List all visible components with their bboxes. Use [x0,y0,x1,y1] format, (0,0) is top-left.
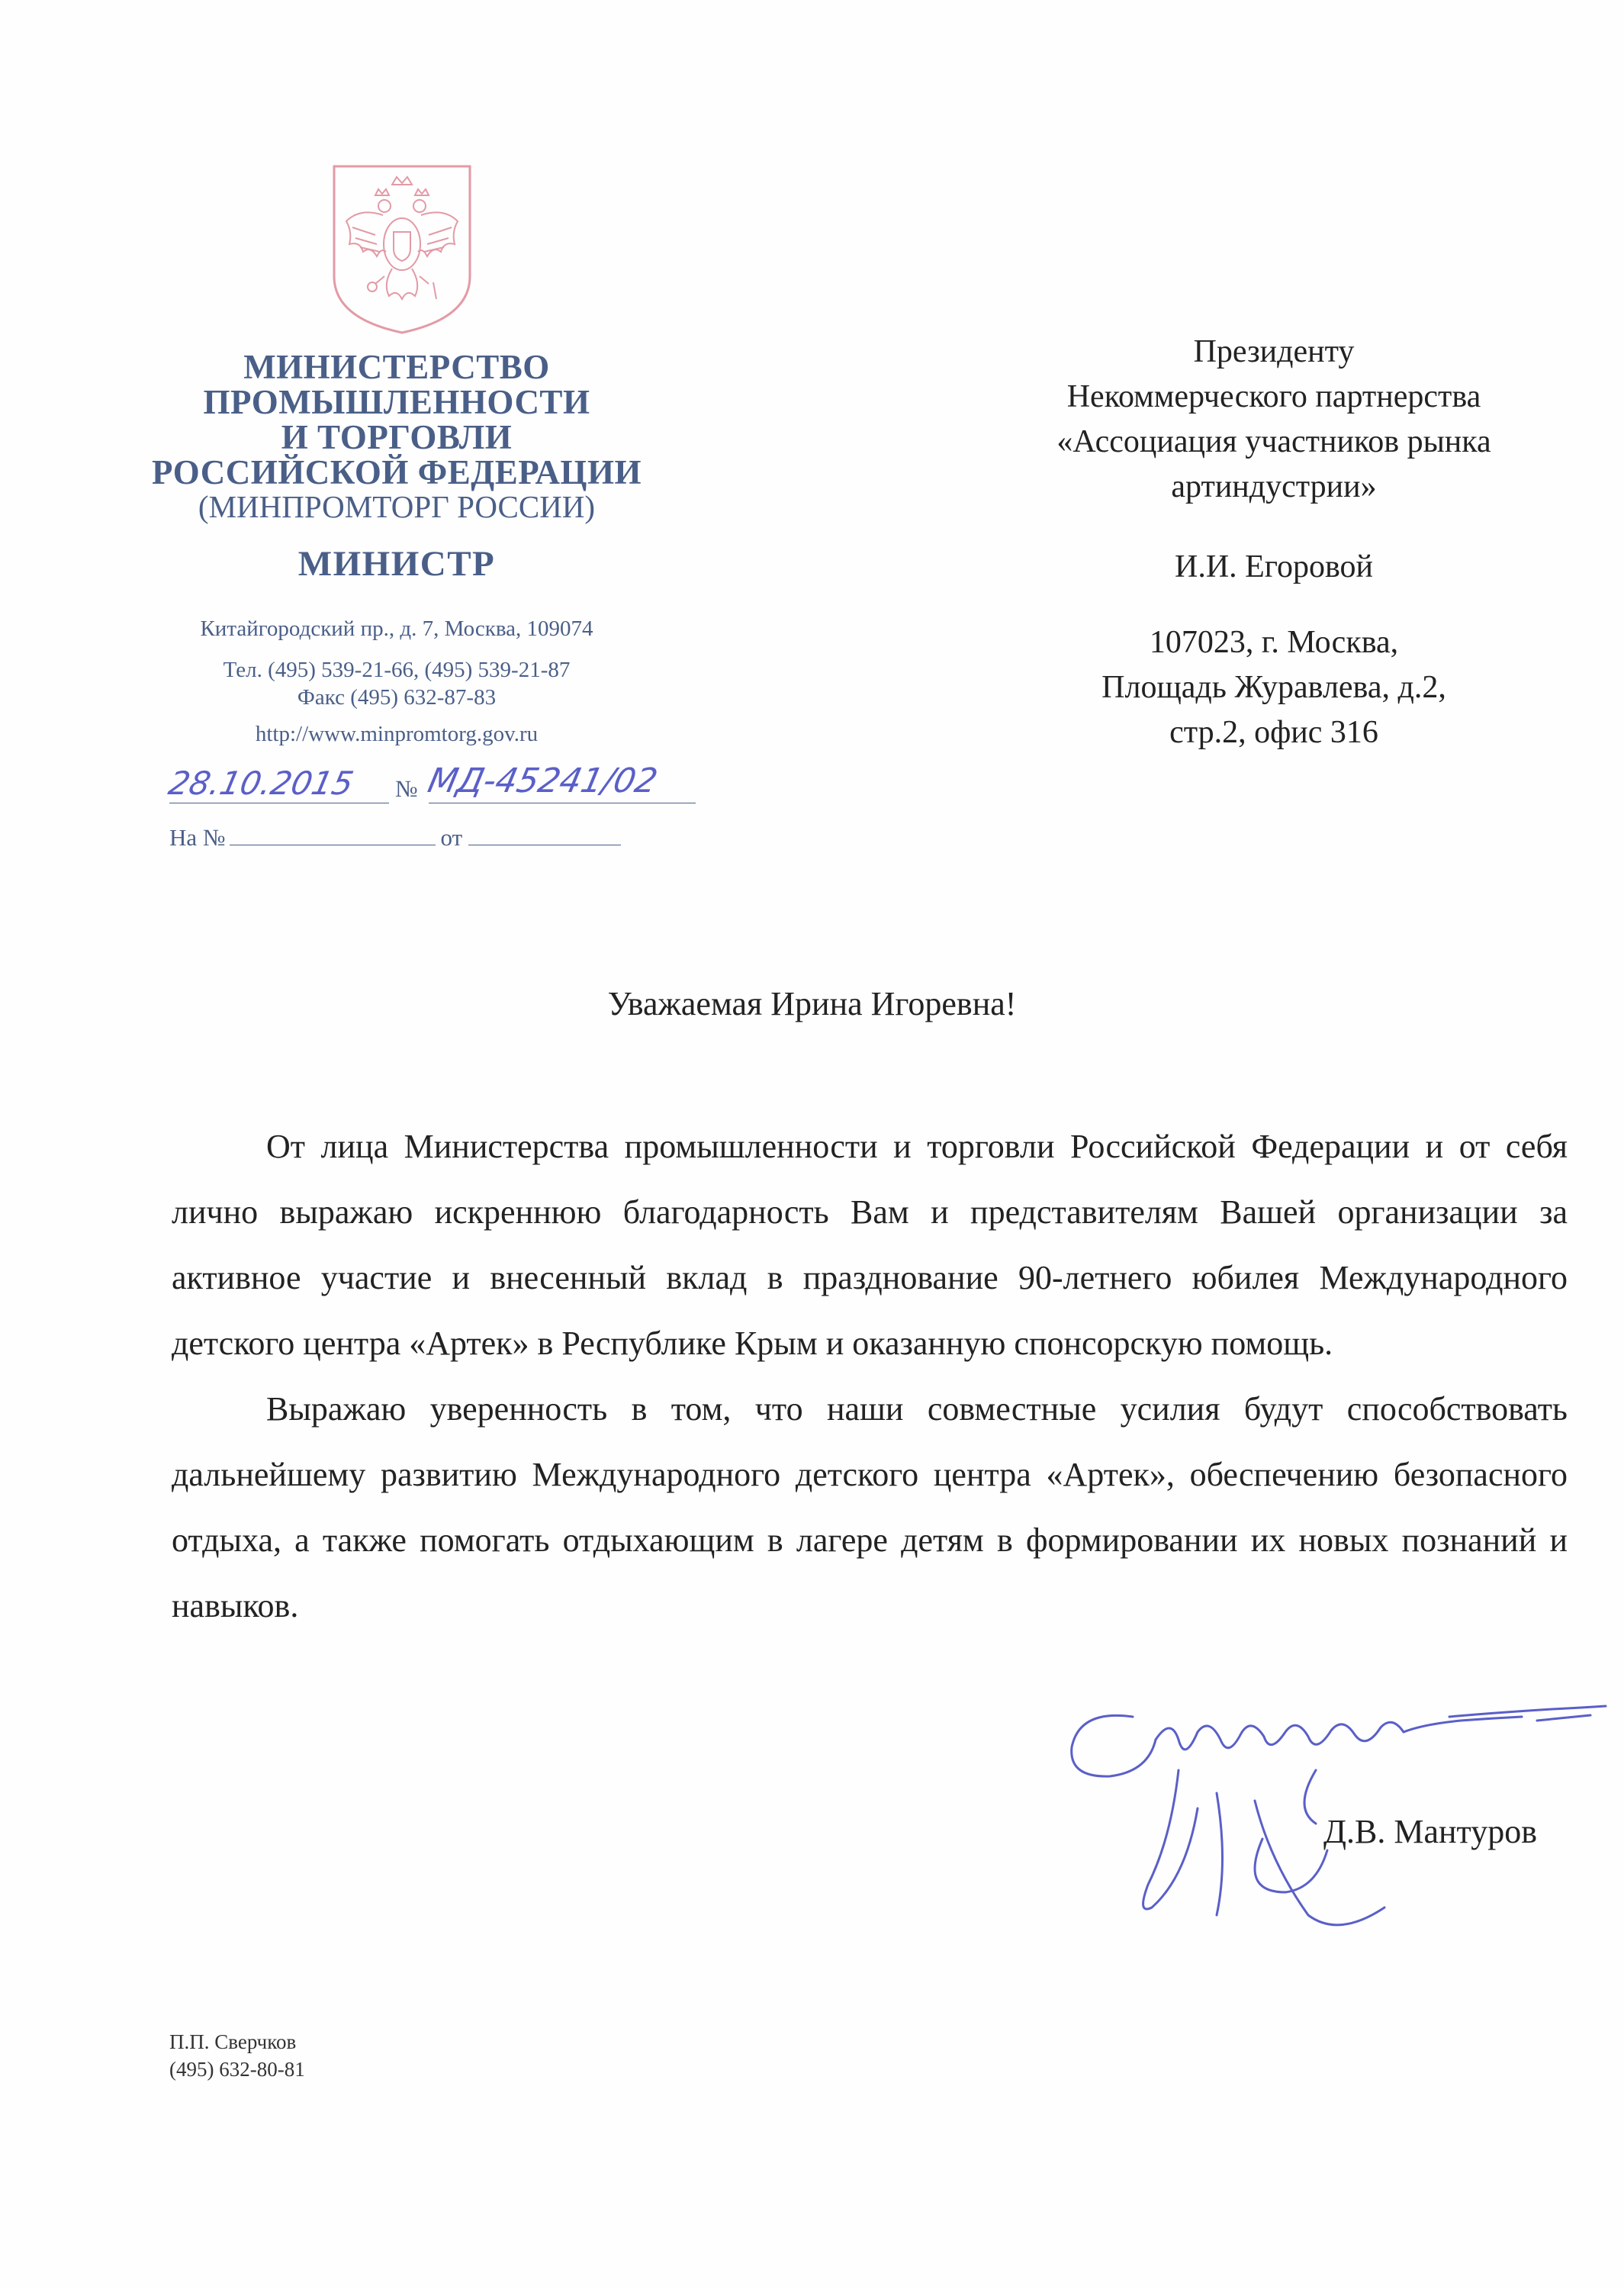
ministry-abbreviation: (МИНПРОМТОРГ РОССИИ) [198,489,596,524]
executor-info [169,2028,305,2083]
reference-from-label: от [440,824,463,851]
executor-name: П.П. Сверчков [169,2030,297,2053]
ministry-phone: Тел. (495) 539-21-66, (495) 539-21-87 [223,658,571,682]
recipient-title-3: «Ассоциация участников рынка [1056,424,1491,459]
ministry-website: http://www.minpromtorg.gov.ru [255,722,539,746]
letter-body [172,1114,1568,1639]
ministry-name [137,349,656,490]
recipient-address [992,620,1556,755]
signer-name: Д.В. Мантуров [1323,1813,1537,1850]
recipient-title-1: Президенту [1193,334,1355,369]
ministry-fax: Факс (495) 632-87-83 [297,685,497,710]
ministry-name-line-4: РОССИЙСКОЙ ФЕДЕРАЦИИ [152,453,642,491]
executor-phone: (495) 632-80-81 [169,2058,305,2081]
registration-date: 28.10.2015 [165,765,357,802]
recipient-address-line-1: 107023, г. Москва, [1149,625,1399,660]
body-paragraph-2: Выражаю уверенность в том, что наши совместные усилия будут способствовать дальнейшему развитию Международного детского центра «Артек», обеспечению безопасного отдыха, а также помогать отдыхающим в лагере детям в формировании их новых познаний и навыков. [172,1390,1568,1624]
reference-line [169,824,621,852]
recipient-name: И.И. Егоровой [1174,549,1374,584]
recipient-title-4: артиндустрии» [1171,469,1377,504]
ministry-name-line-1: МИНИСТЕРСТВО [243,348,550,386]
ministry-name-line-3: И ТОРГОВЛИ [281,418,513,456]
registration-number: МД-45241/02 [424,761,661,800]
number-sign: № [395,775,418,802]
greeting: Уважаемая Ирина Игоревна! [607,985,1017,1022]
reference-label: На № [169,824,226,851]
ministry-name-line-2: ПРОМЫШЛЕННОСТИ [203,383,590,421]
recipient-address-line-2: Площадь Журавлева, д.2, [1101,670,1446,705]
position-title: МИНИСТР [297,544,496,584]
recipient-title-2: Некоммерческого партнерства [1066,379,1481,414]
recipient-block [992,330,1556,755]
registration-line [165,761,719,809]
ministry-address: Китайгородский пр., д. 7, Москва, 109074 [200,617,593,641]
coat-of-arms-emblem [330,162,474,336]
recipient-address-line-3: стр.2, офис 316 [1169,715,1378,750]
body-paragraph-1: От лица Министерства промышленности и торговли Российской Федерации и от себя лично выражаю искреннюю благодарность Вам и представителям Вашей организации за активное участие и внесенный вклад в празднование 90-летнего юбилея Международного детского центра «Артек» в Республике Крым и оказанную спонсорскую помощь. [172,1128,1568,1362]
